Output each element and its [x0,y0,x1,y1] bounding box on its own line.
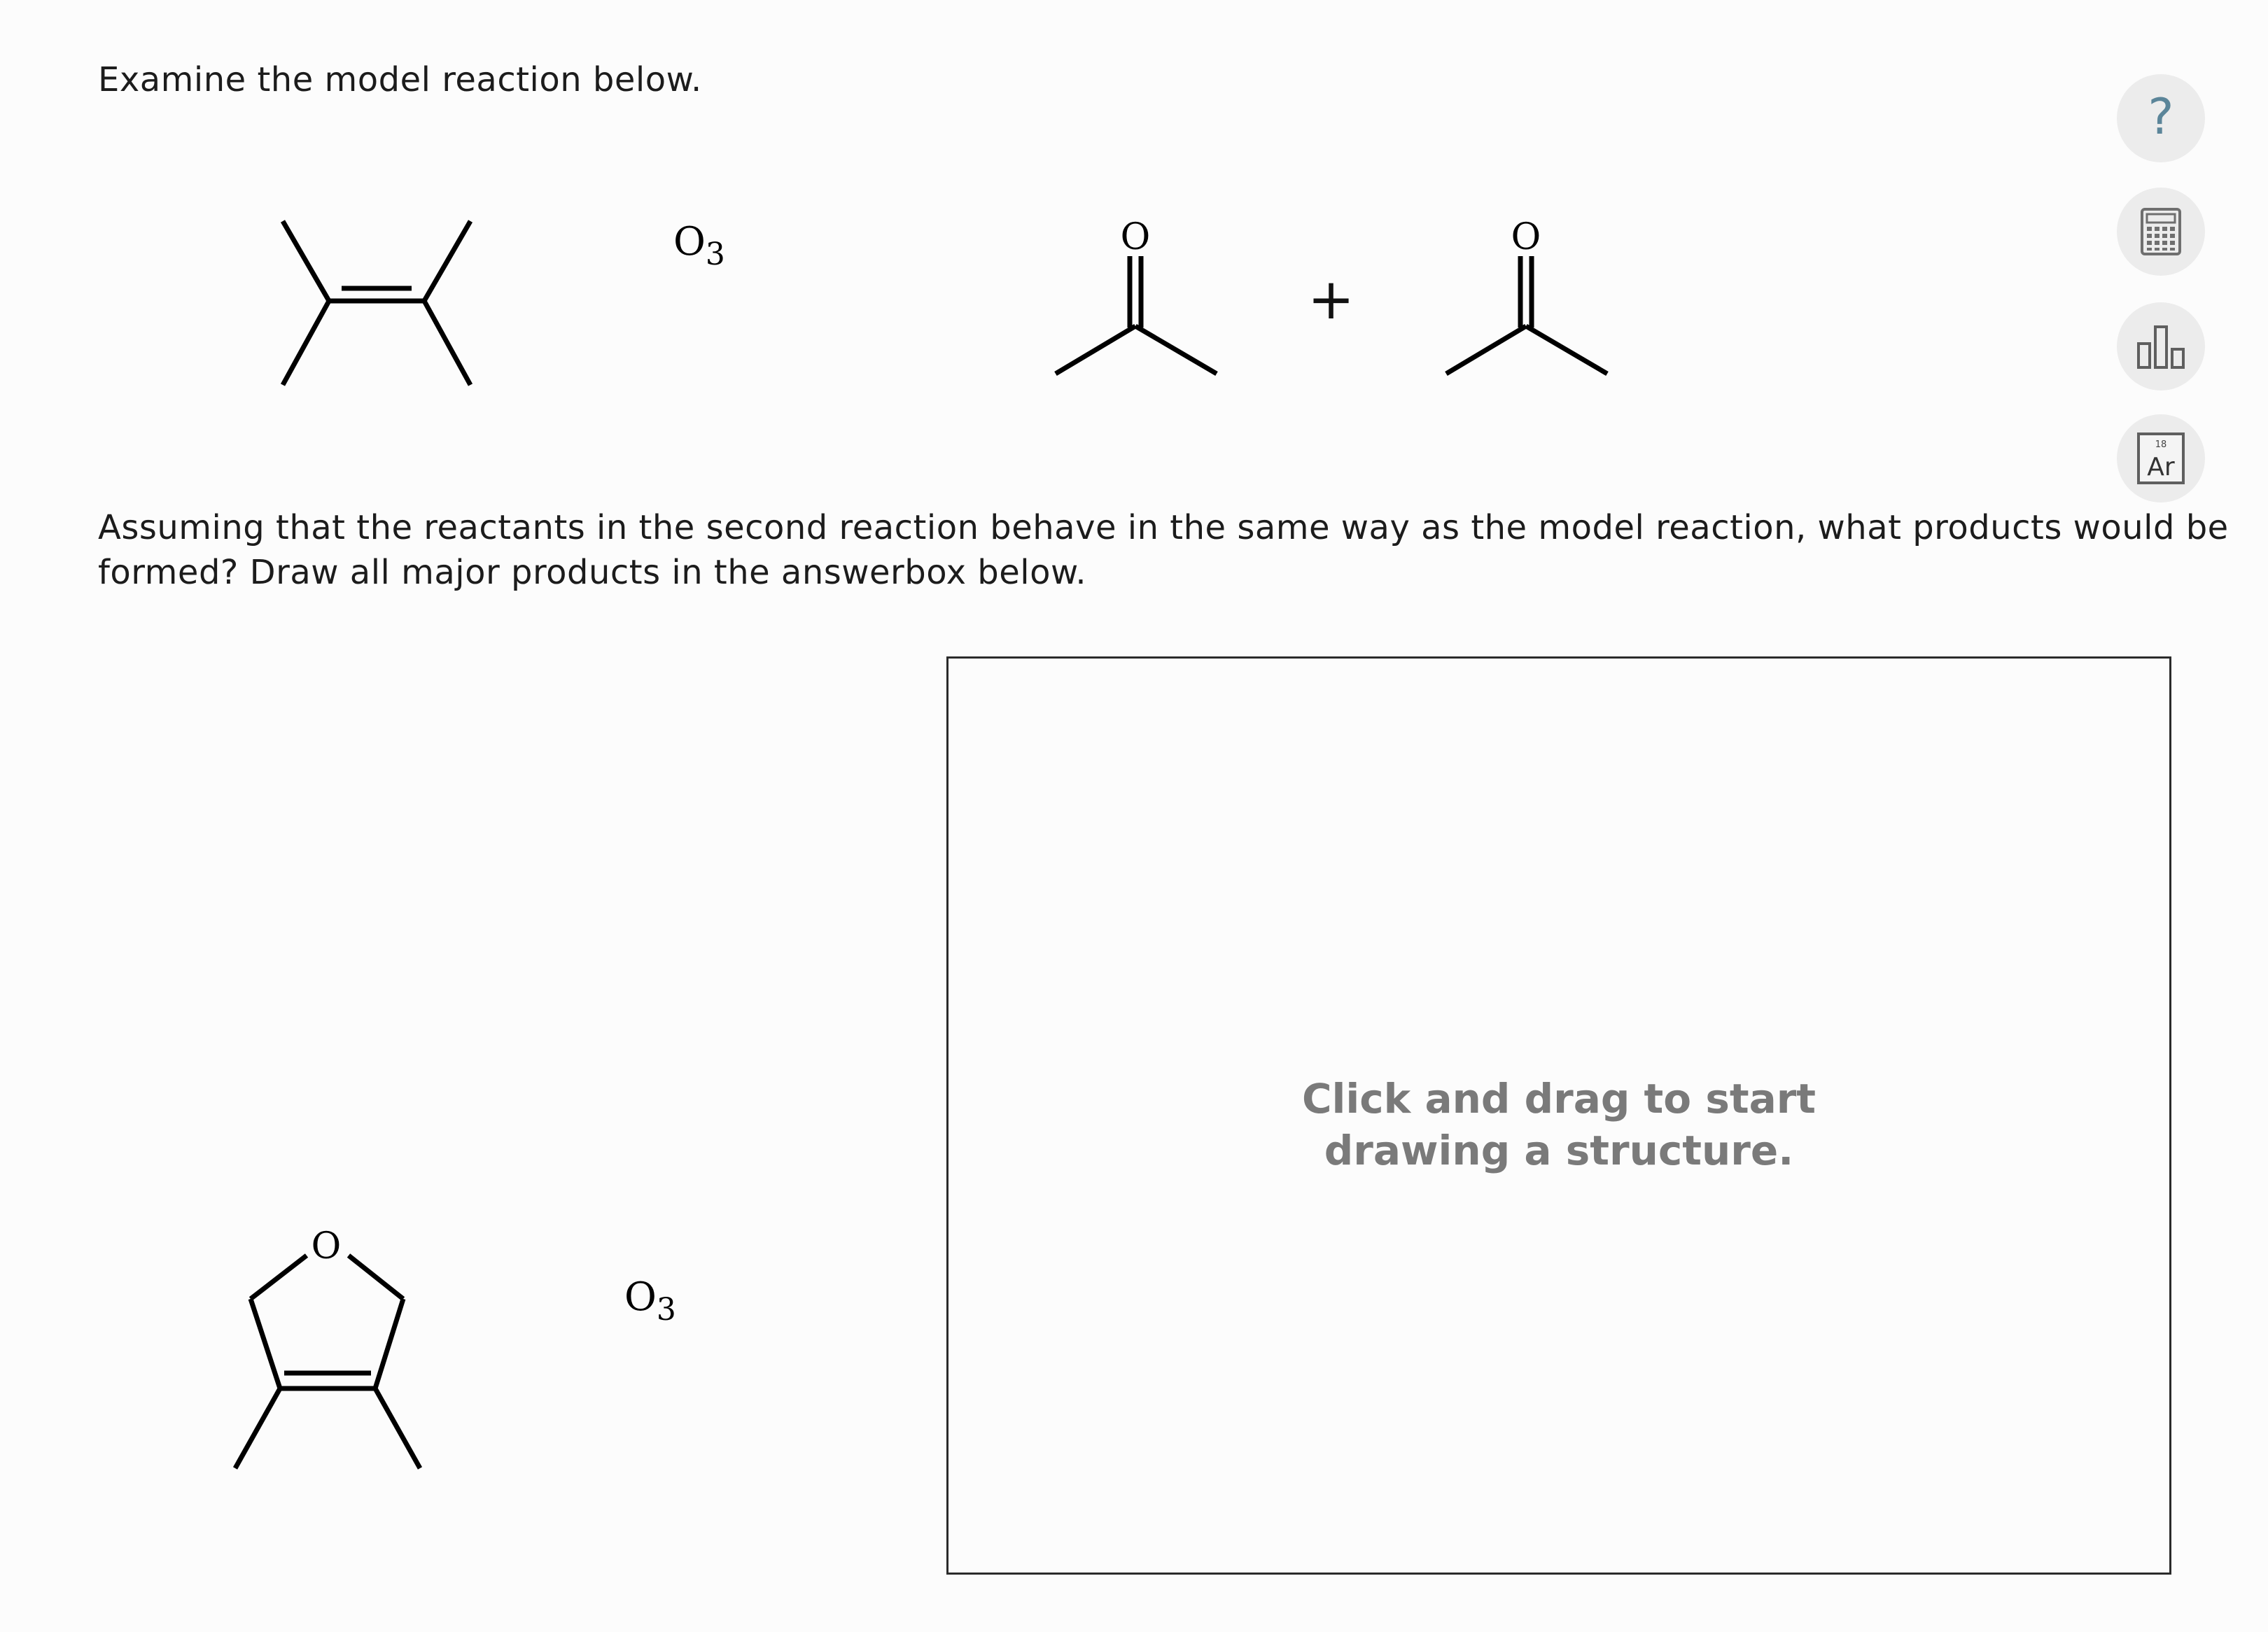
answer-hint-line-1: Click and drag to start [1301,1075,1816,1123]
periodic-table-button[interactable] [2117,414,2205,502]
ptable-symbol: Ar [2147,453,2175,481]
answer-drawing-box[interactable] [946,656,2171,1575]
answer-hint-line-2: drawing a structure. [1324,1127,1794,1174]
product-2-oxygen-label: O [1511,216,1541,258]
data-chart-button[interactable] [2117,302,2205,391]
question-mark-icon: ? [2148,88,2174,146]
ring-oxygen-label: O [311,1225,342,1267]
answer-box-hint [948,1073,2169,1176]
model-reaction-prompt: Examine the model reaction below. [98,60,702,99]
plus-sign: + [1308,267,1355,332]
calculator-button[interactable] [2117,188,2205,276]
help-button[interactable] [2117,74,2205,162]
periodic-table-icon [2136,432,2185,485]
ptable-number: 18 [2155,439,2167,450]
model-product-2-structure [1439,210,1621,392]
question-prompt: Assuming that the reactants in the second reaction behave in the same way as the model reaction, what products would be formed? Draw all major products in the answerbox below. [98,508,2229,592]
bar-chart-icon [2134,320,2188,373]
second-reactant-structure [218,1218,442,1484]
calculator-icon [2139,207,2183,256]
model-reactant-structure [266,210,490,392]
product-1-oxygen-label: O [1120,216,1151,258]
second-reagent-ozone: $O_3$ [624,1274,676,1328]
model-reagent-ozone: $O_3$ [673,219,725,272]
model-product-1-structure [1049,210,1231,392]
